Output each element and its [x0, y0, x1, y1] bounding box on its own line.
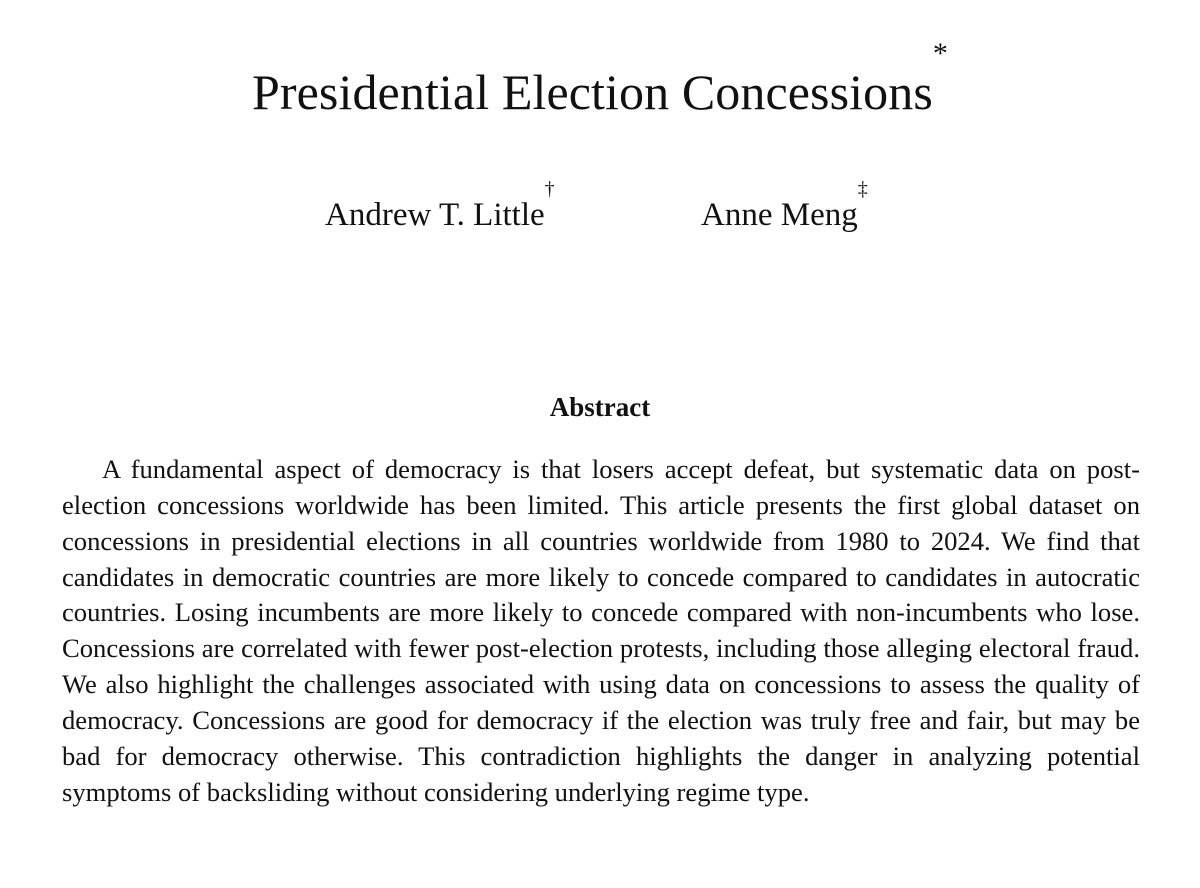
abstract-heading: Abstract [549, 392, 651, 422]
author-2-footnote-mark: ‡ [857, 178, 868, 200]
paper-title-text: Presidential Election Concessions [251, 64, 933, 120]
author-1-name: Andrew T. Little [325, 197, 545, 233]
author-list [0, 178, 1200, 237]
abstract-body: A fundamental aspect of democracy is that losers accept defeat, but systematic data on post-election concessions worldwide has been limited. This article presents the first global dataset on concessions in presidential elections in all countries worldwide from 1980 to 2024. We find that candidates in democratic countries are more likely to concede compared to candidates in autocratic countries. Losing incumbents are more likely to concede compared with non-incumbents who lose. Concessions are correlated with fewer post-election protests, including those alleging electoral fraud. We also highlight the challenges associated with using data on concessions to assess the quality of democracy. Concessions are good for democracy if the election was truly free and fair, but may be bad for democracy otherwise. This contradiction highlights the danger in analyzing potential symptoms of backsliding without considering underlying regime type. [62, 454, 1140, 807]
author-2 [701, 178, 868, 237]
title-footnote-mark: * [932, 37, 949, 70]
author-1-footnote-mark: † [544, 178, 555, 200]
author-2-name: Anne Meng [701, 197, 858, 233]
author-1 [325, 178, 555, 237]
paper-title [0, 37, 1200, 122]
